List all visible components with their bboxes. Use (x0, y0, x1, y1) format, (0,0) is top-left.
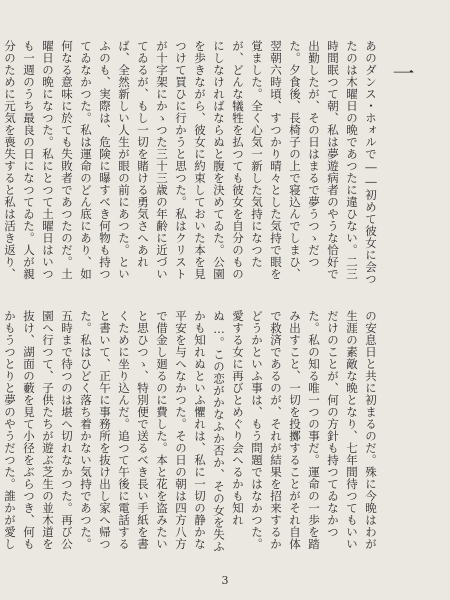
bottom-text-block: の安息日と共に初まるのだ。殊に今晩はわが生涯の素敵な晩となり、七年間待つてもいいだけのことが、何の方針も持つてゐなかつた。私の知る唯一つの事だ。運命の一歩を踏み出すこと、一切を投擲することがそれ自体で救済であるのが、それが結果を招来するかどうかといふ事は、もう問題ではなかつた。愛する女に再びとめぐり会へるかも知れぬ…。この恋がかなふか否か、その女を失ふかも知れぬといふ懼れは、私に一切の静かな平安を与へなかつた。その日の朝は四方八方で借金し廻るのに費した。本と花を盗みたいと思ひつゝ、特別便で送るべき長い手紙を書くために坐り込んだ。追つて午後に電話すると書いて、正午に事務所を抜け出し家へ帰つた。私はひどく落ち着かない気持であつた。五時まで待つのは堪へ切れなかつた。再び公園へ行つて、子供たちが遊ぶ芝生の並木道を抜け、湖面の藪を見て小径をぶらつき、何もかもうつとりと夢のやうだつた。誰かが愛し (3, 310, 378, 553)
page-number: 3 (221, 574, 229, 587)
chapter-mark: 一 (389, 62, 414, 84)
top-text-block: あのダンス・ホォルで――初めて彼女に会つたのは木曜日の晩であつたに違ひない。二三時間眠つて朝、私は夢遊病者のやうな恰好で出勤したが、その日はまるで夢うつゝだつた。夕食後、長椅子の上で寝込んでしまひ、翌朝六時頃、すつかり晴々とした気持で眼を覚ました。全く心気一新した気持になつたが、どんな犠牲を払つても彼女を自分のものにしなければならぬと腹を決めてゐた。公園を歩きながら、彼女に約束しておいた本を見つけて買ひに行かうと思つた。私はクリストが十字架にかゝつた三十三歳の年齢に近づいてゐるが、もし一切を賭ける勇気さへあれば、全然新しい人生が眼の前にあつた。といふのも、実際は、危険に曝すべき何物も持つてゐなかつた。私は運命のどん底にあり、如何なる意味に於ても失敗者であつたのだ。土曜日の晩になつた。私にとつて土曜日はいつも一週のうち最良の日になつてゐた。人が親分のために元気を喪失すると私は活き返り、 (3, 40, 378, 285)
